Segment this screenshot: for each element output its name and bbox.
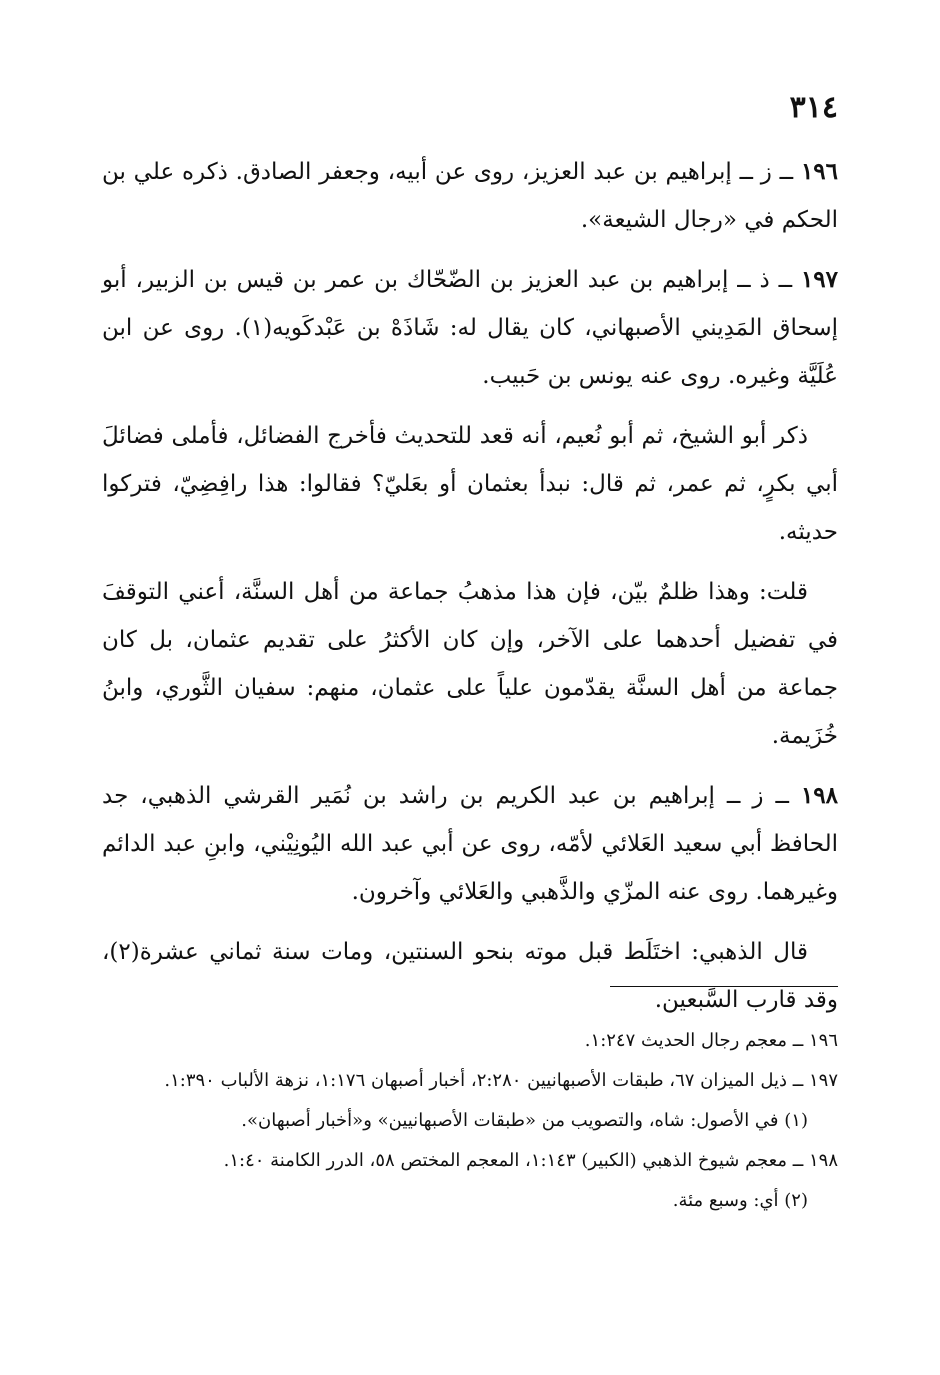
entry-text: ــ ز ــ إبراهيم بن عبد الكريم بن راشد بن نُمَير القرشي الذهبي، جد الحافظ أبي سعيد العَلائي لأمّه، روى عن أبي عبد الله اليُونِيْني، وابنِ عبد الدائم وغيرهما. روى عنه المزّي والذَّهبي والعَلائي وآخرون. — [102, 783, 838, 905]
source-note-198: ١٩٨ ــ معجم شيوخ الذهبي (الكبير) ١:١٤٣، المعجم المختص ٥٨، الدرر الكامنة ١:٤٠. — [223, 1150, 838, 1171]
paragraph-qultu: قلت: وهذا ظلمٌ بيّن، فإن هذا مذهبُ جماعة من أهل السنَّة، أعني التوقفَ في تفضيل أحدهما على الآخر، وإن كان الأكثرُ على تقديم عثمان، بل كان جماعة من أهل السنَّة يقدّمون علياً على عثمان، منهم: سفيان الثَّوري، وابنُ خُزَيمة. — [102, 579, 838, 749]
footnotes — [102, 1024, 838, 1224]
entry-198 — [102, 772, 838, 916]
entry-196 — [102, 148, 838, 244]
footnote-1: (١) في الأصول: شاه، والتصويب من «طبقات الأصبهانيين» و«أخبار أصبهان». — [241, 1110, 808, 1131]
page-number: ٣١٤ — [789, 90, 838, 125]
entry-number: ١٩٦ — [800, 158, 838, 185]
source-note-196: ١٩٦ ــ معجم رجال الحديث ١:٢٤٧. — [584, 1030, 838, 1051]
entry-text: ــ ز ــ إبراهيم بن عبد العزيز، روى عن أبيه، وجعفر الصادق. ذكره علي بن الحكم في «رجال الشيعة». — [102, 159, 838, 233]
paragraph-abu-alshaykh: ذكر أبو الشيخ، ثم أبو نُعيم، أنه قعد للتحديث فأخرج الفضائل، فأملى فضائلَ أبي بكرٍ، ثم عمر، ثم قال: نبدأ بعثمان أو بعَليّ؟ فقالوا: هذا رافِضِيّ، فتركوا حديثه. — [102, 423, 838, 545]
entry-text: ــ ذ ــ إبراهيم بن عبد العزيز بن الضّحّاك بن عمر بن قيس بن الزبير، أبو إسحاق المَدِيني الأصبهاني، كان يقال له: شَاذَهْ بن عَبْدكَويه(١). روى عن ابن عُلَيَّة وغيره. روى عنه يونس بن حَبيب. — [102, 267, 838, 389]
footnote-2: (٢) أي: وسبع مئة. — [672, 1190, 808, 1211]
paragraph-dhahabi: قال الذهبي: اختَلَط قبل موته بنحو السنتين، ومات سنة ثماني عشرة(٢)، وقد قارب السَّبعين. — [102, 939, 838, 1013]
footnote-divider — [610, 986, 838, 987]
main-text — [102, 148, 838, 1036]
entry-number: ١٩٧ — [800, 266, 838, 293]
entry-number: ١٩٨ — [800, 782, 838, 809]
entry-197 — [102, 256, 838, 400]
source-note-197: ١٩٧ ــ ذيل الميزان ٦٧، طبقات الأصبهانيين ٢:٢٨٠، أخبار أصبهان ١:١٧٦، نزهة الألباب ١:٣٩٠. — [164, 1070, 838, 1091]
